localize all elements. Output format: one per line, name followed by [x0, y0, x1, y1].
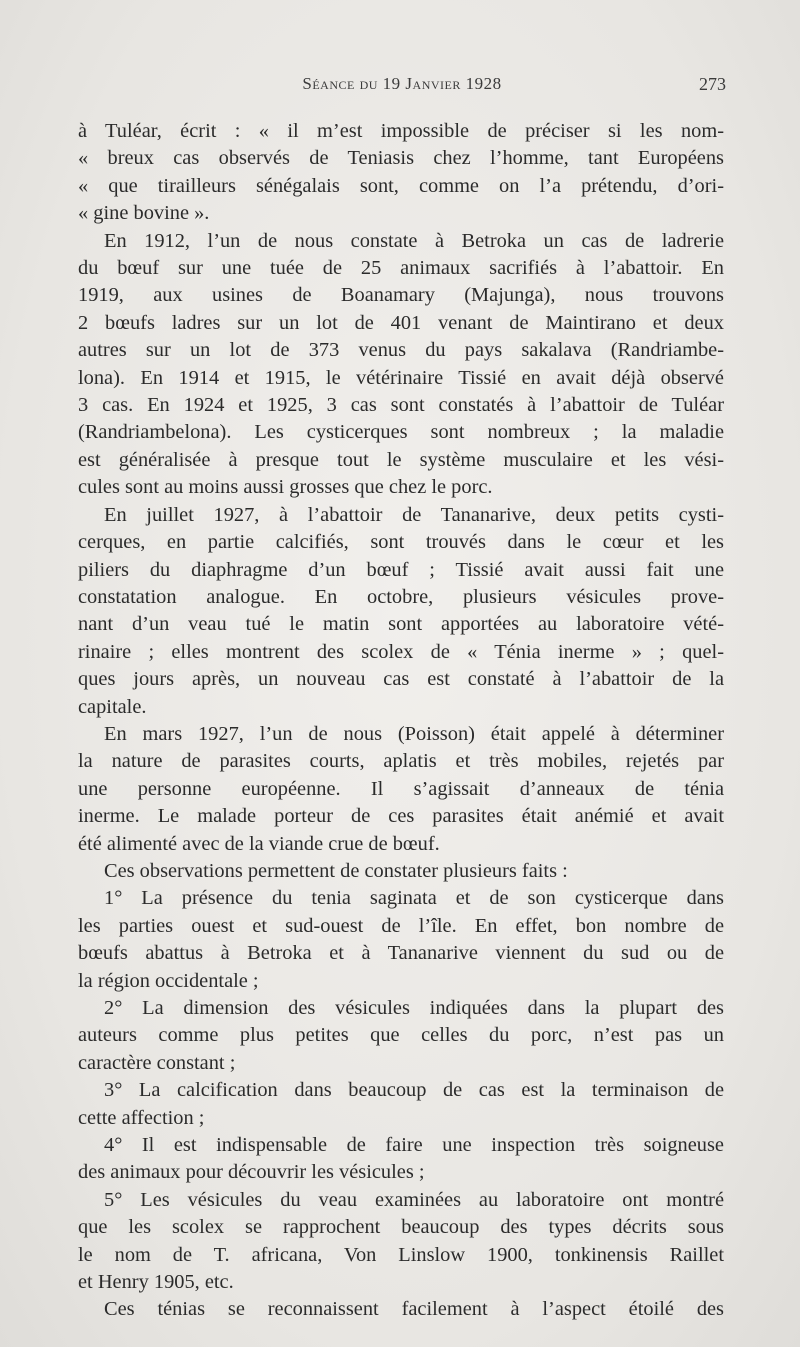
- text-line: cerques, en partie calcifiés, sont trouvés dans le cœur et les: [78, 531, 724, 554]
- text-line: « gine bovine ».: [78, 202, 210, 225]
- text-line: 1919, aux usines de Boanamary (Majunga), nous trouvons: [78, 284, 724, 307]
- text-line: la région occidentale ;: [78, 969, 259, 992]
- text-line: que les scolex se rapprochent beaucoup des types décrits sous: [78, 1216, 724, 1239]
- text-line: des animaux pour découvrir les vésicules ;: [78, 1161, 425, 1184]
- running-head: Séance du 19 Janvier 1928: [302, 74, 502, 93]
- text-line: lona). En 1914 et 1915, le vétérinaire Tissié en avait déjà observé: [78, 366, 724, 389]
- body-text: [78, 118, 724, 1324]
- text-line: ques jours après, un nouveau cas est constaté à l’abattoir de la: [78, 668, 724, 691]
- text-line: piliers du diaphragme d’un bœuf ; Tissié avait aussi fait une: [78, 558, 724, 581]
- text-line: inerme. Le malade porteur de ces parasites était anémié et avait: [78, 805, 724, 828]
- text-line: auteurs comme plus petites que celles du porc, n’est pas un: [78, 1024, 724, 1047]
- page-number: 273: [699, 74, 726, 94]
- text-line: est généralisée à presque tout le système musculaire et les vési-: [78, 448, 724, 471]
- text-line: nant d’un veau tué le matin sont apportées au laboratoire vété-: [78, 613, 724, 636]
- text-line: Ces ténias se reconnaissent facilement à l’aspect étoilé des: [104, 1298, 724, 1321]
- text-line: caractère constant ;: [78, 1051, 236, 1074]
- text-line: 2° La dimension des vésicules indiquées dans la plupart des: [104, 997, 724, 1019]
- text-line: (Randriambelona). Les cysticerques sont nombreux ; la maladie: [78, 421, 724, 444]
- text-line: En mars 1927, l’un de nous (Poisson) était appelé à déterminer: [104, 722, 724, 745]
- text-line: cette affection ;: [78, 1106, 205, 1129]
- text-line: à Tuléar, écrit : « il m’est impossible de préciser si les nom-: [78, 120, 724, 142]
- text-line: 3 cas. En 1924 et 1925, 3 cas sont constatés à l’abattoir de Tuléar: [78, 394, 724, 417]
- text-line: « breux cas observés de Teniasis chez l’homme, tant Européens: [78, 147, 724, 170]
- text-line: En 1912, l’un de nous constate à Betroka un cas de ladrerie: [104, 229, 724, 252]
- text-line: et Henry 1905, etc.: [78, 1271, 234, 1294]
- text-line: le nom de T. africana, Von Linslow 1900, tonkinensis Raillet: [78, 1243, 724, 1266]
- text-line: cules sont au moins aussi grosses que chez le porc.: [78, 476, 493, 499]
- text-line: En juillet 1927, à l’abattoir de Tananarive, deux petits cysti-: [104, 503, 724, 526]
- text-line: rinaire ; elles montrent des scolex de « Ténia inerme » ; quel-: [78, 640, 724, 663]
- page-header: [78, 74, 726, 102]
- text-line: Ces observations permettent de constater plusieurs faits :: [104, 859, 568, 882]
- text-line: 5° Les vésicules du veau examinées au laboratoire ont montré: [104, 1188, 724, 1211]
- text-line: du bœuf sur une tuée de 25 animaux sacrifiés à l’abattoir. En: [78, 257, 724, 280]
- text-line: la nature de parasites courts, aplatis et très mobiles, rejetés par: [78, 750, 724, 773]
- text-line: une personne européenne. Il s’agissait d’anneaux de ténia: [78, 777, 724, 800]
- text-line: 2 bœufs ladres sur un lot de 401 venant de Maintirano et deux: [78, 311, 724, 334]
- text-line: constatation analogue. En octobre, plusieurs vésicules prove-: [78, 585, 724, 608]
- text-line: 3° La calcification dans beaucoup de cas est la terminaison de: [104, 1079, 724, 1102]
- text-line: bœufs abattus à Betroka et à Tananarive viennent du sud ou de: [78, 942, 724, 965]
- text-line: 1° La présence du tenia saginata et de son cysticerque dans: [104, 887, 724, 910]
- text-line: les parties ouest et sud-ouest de l’île. En effet, bon nombre de: [78, 914, 724, 937]
- text-line: capitale.: [78, 695, 147, 718]
- text-line: « que tirailleurs sénégalais sont, comme on l’a prétendu, d’ori-: [78, 174, 724, 197]
- text-line: été alimenté avec de la viande crue de bœuf.: [78, 832, 440, 855]
- text-line: 4° Il est indispensable de faire une inspection très soigneuse: [104, 1134, 724, 1157]
- text-line: autres sur un lot de 373 venus du pays sakalava (Randriambe-: [78, 339, 724, 362]
